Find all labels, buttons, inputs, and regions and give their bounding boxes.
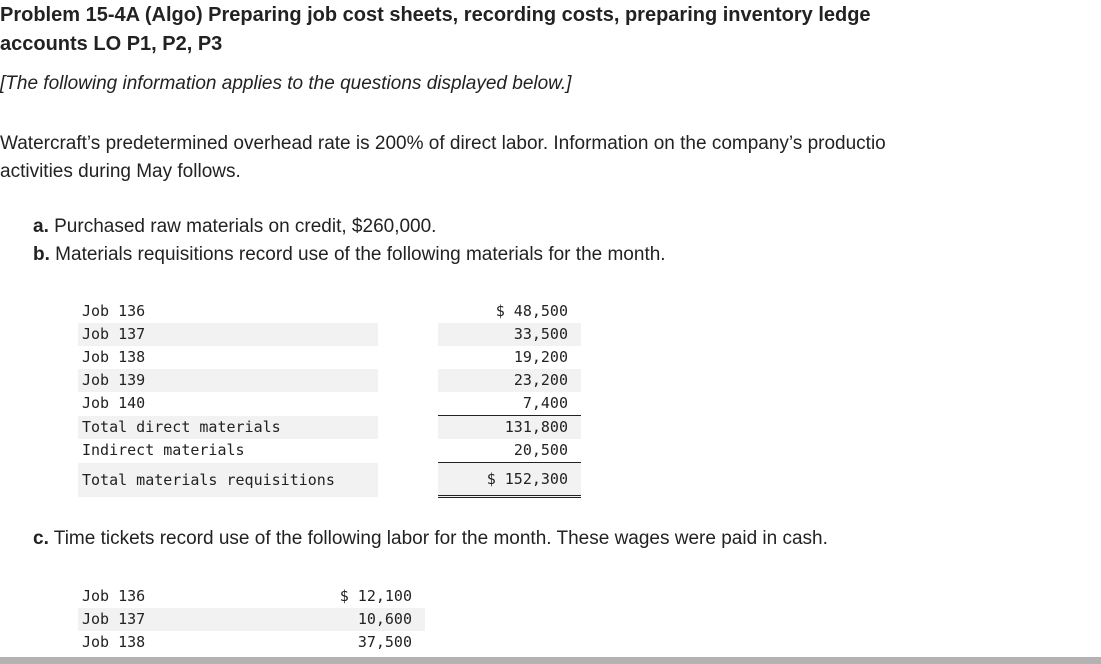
item-a (33, 216, 436, 238)
table-row (78, 631, 425, 654)
row-label: Job 136 (82, 587, 146, 605)
horizontal-scrollbar[interactable] (0, 657, 1101, 664)
row-label: Job 137 (78, 323, 378, 346)
row-label: Job 136 (82, 302, 146, 320)
row-amount: $ 12,100 (339, 587, 412, 605)
row-label: Job 139 (78, 369, 378, 392)
item-a-marker: a. (33, 216, 49, 237)
table-row (78, 323, 581, 346)
item-c (33, 528, 828, 550)
problem-title-line-1: Problem 15-4A (Algo) Preparing job cost sheets, recording costs, preparing inventory ledge (0, 4, 871, 26)
item-a-text: Purchased raw materials on credit, $260,000. (48, 216, 437, 237)
description-line-2: activities during May follows. (0, 161, 241, 182)
table-row (78, 585, 425, 608)
item-c-marker: c. (33, 528, 49, 549)
table-row-total (78, 463, 581, 497)
problem-title-line-2: accounts LO P1, P2, P3 (0, 33, 223, 55)
table-row (78, 300, 581, 323)
row-label: Job 140 (82, 394, 146, 413)
table-row-subtotal (78, 416, 581, 440)
table-row (78, 608, 425, 631)
item-b (33, 244, 666, 266)
row-amount: $ 48,500 (495, 302, 568, 320)
problem-description (0, 130, 1101, 186)
table-row (78, 369, 581, 392)
row-label: Job 138 (82, 633, 146, 651)
row-label: Job 137 (78, 608, 312, 631)
row-label: Indirect materials (82, 441, 245, 460)
row-amount: 33,500 (438, 323, 581, 346)
row-label: Total direct materials (78, 416, 378, 440)
item-c-text: Time tickets record use of the following labor for the month. These wages were paid in cash. (48, 528, 828, 549)
row-label: Job 138 (82, 348, 146, 366)
row-amount: 37,500 (357, 633, 412, 651)
row-amount: 19,200 (513, 348, 568, 366)
table-row (78, 392, 581, 416)
row-label: Total materials requisitions (78, 463, 378, 497)
intro-note: [The following information applies to the questions displayed below.] (0, 73, 572, 94)
table-row (78, 346, 581, 369)
row-amount: 23,200 (438, 369, 581, 392)
row-amount: 20,500 (438, 439, 581, 463)
row-amount: $ 152,300 (438, 463, 581, 497)
row-amount: 131,800 (438, 416, 581, 440)
row-amount: 7,400 (438, 392, 581, 416)
table-row (78, 439, 581, 463)
materials-requisitions-table (78, 300, 581, 498)
description-line-1: Watercraft’s predetermined overhead rate is 200% of direct labor. Information on the company’s productio (0, 133, 886, 154)
problem-title (0, 1, 1101, 59)
row-amount: 10,600 (312, 608, 425, 631)
labor-time-tickets-table (78, 585, 425, 654)
item-b-text: Materials requisitions record use of the following materials for the month. (49, 244, 666, 265)
item-b-marker: b. (33, 244, 50, 265)
